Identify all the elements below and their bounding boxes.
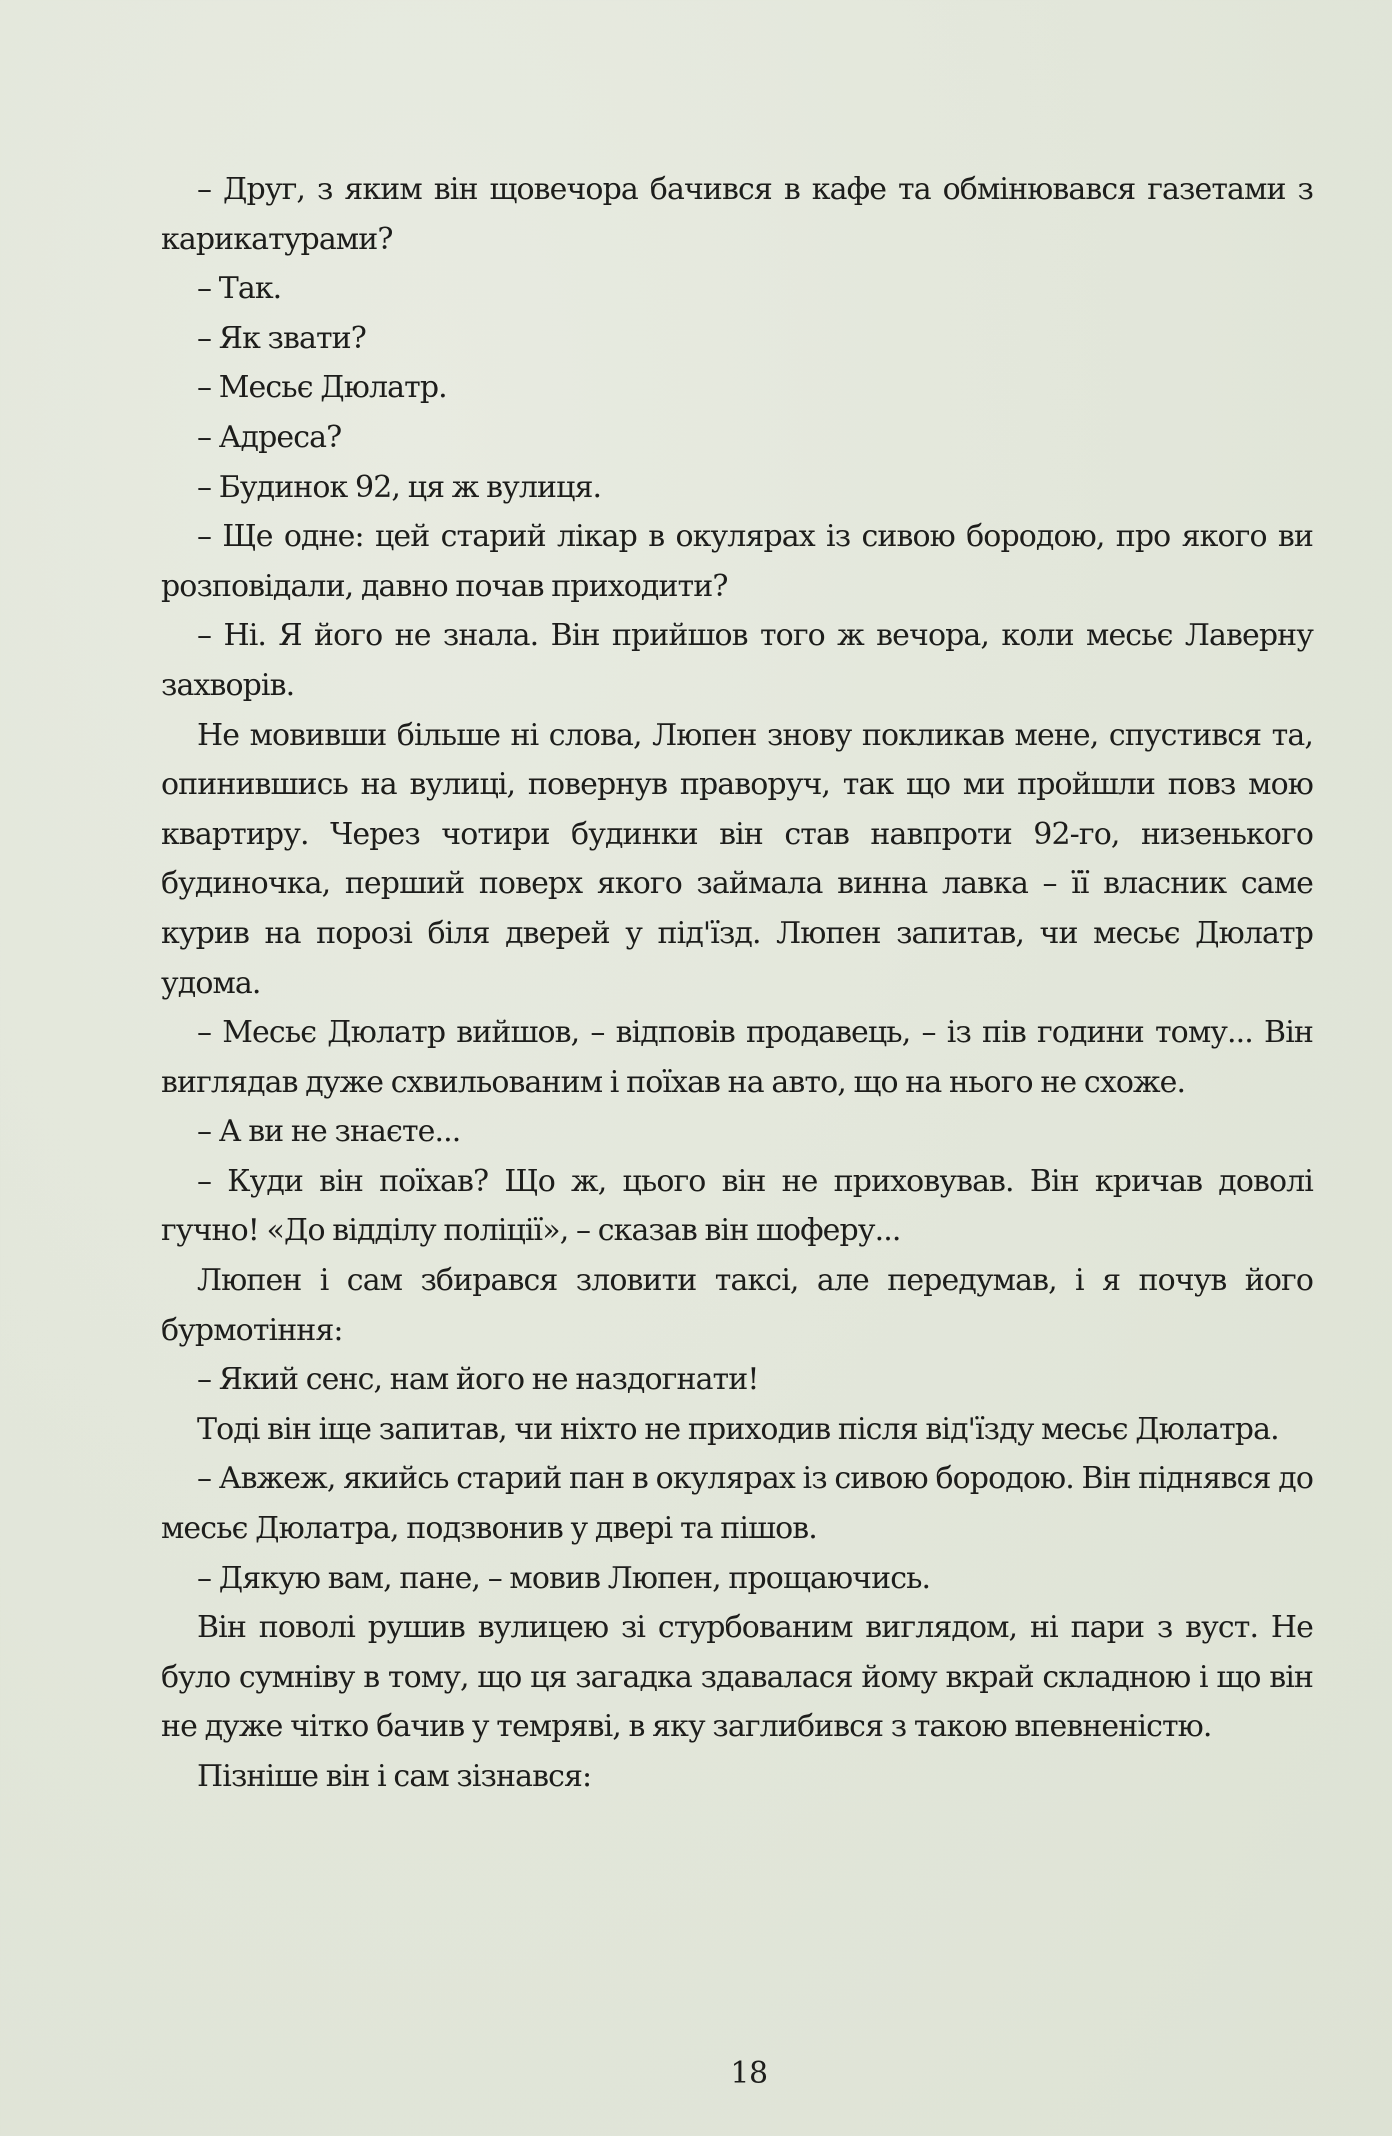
page-number: 18 xyxy=(730,2056,768,2091)
paragraph: – Ще одне: цей старий лікар в окулярах із сивою бородою, про якого ви розповідали, давно почав приходити? xyxy=(161,519,1313,604)
paragraph: Він поволі рушив вулицею зі стурбованим виглядом, ні пари з вуст. Не було сумніву в тому, що ця загадка здавалася йому вкрай складною і що він не дуже чітко бачив у темряві, в яку заглибився з такою впевненістю. xyxy=(161,1610,1313,1745)
paragraph: – Так. xyxy=(197,271,282,307)
paragraph: – Ні. Я його не знала. Він прийшов того ж вечора, коли месьє Лаверну захворів. xyxy=(161,618,1313,703)
paragraph: Не мовивши більше ні слова, Люпен знову покликав мене, спустився та, опинившись на вулиці, повернув праворуч, так що ми пройшли повз мою квартиру. Через чотири будинки він став навпроти 92-го, низенького будиночка, перший поверх якого займала винна лавка – її власник саме курив на порозі біля дверей у під'їзд. Люпен запитав, чи месьє Дюлатр удома. xyxy=(161,717,1313,1001)
page-body-text xyxy=(161,165,1313,1802)
paragraph: – Друг, з яким він щовечора бачився в кафе та обмінювався газетами з карикатурами? xyxy=(161,172,1313,257)
paragraph: – Дякую вам, пане, – мовив Люпен, прощаючись. xyxy=(197,1560,931,1596)
paragraph: – Адреса? xyxy=(197,419,342,455)
paragraph: – Який сенс, нам його не наздогнати! xyxy=(197,1362,759,1398)
paragraph: – Авжеж, якийсь старий пан в окулярах із сивою бородою. Він піднявся до месьє Дюлатра, подзвонив у двері та пішов. xyxy=(161,1461,1313,1547)
paragraph: – Будинок 92, ця ж вулиця. xyxy=(197,469,602,505)
paragraph: – Як звати? xyxy=(197,320,366,356)
paragraph: Тоді він іще запитав, чи ніхто не приходив після від'їзду месьє Дюлатра. xyxy=(197,1411,1279,1447)
paragraph: – Месьє Дюлатр вийшов, – відповів продавець, – із пів години тому... Він виглядав дуже схвильованим і поїхав на авто, що на нього не схоже. xyxy=(161,1015,1313,1100)
paragraph: Люпен і сам збирався зловити таксі, але передумав, і я почув його бурмотіння: xyxy=(161,1263,1313,1348)
paragraph: Пізніше він і сам зізнався: xyxy=(197,1759,592,1794)
paragraph: – Куди він поїхав? Що ж, цього він не приховував. Він кричав доволі гучно! «До відділу поліції», – сказав він шоферу... xyxy=(161,1163,1313,1249)
paragraph: – Месьє Дюлатр. xyxy=(197,370,447,406)
paragraph: – А ви не знаєте... xyxy=(197,1114,461,1150)
